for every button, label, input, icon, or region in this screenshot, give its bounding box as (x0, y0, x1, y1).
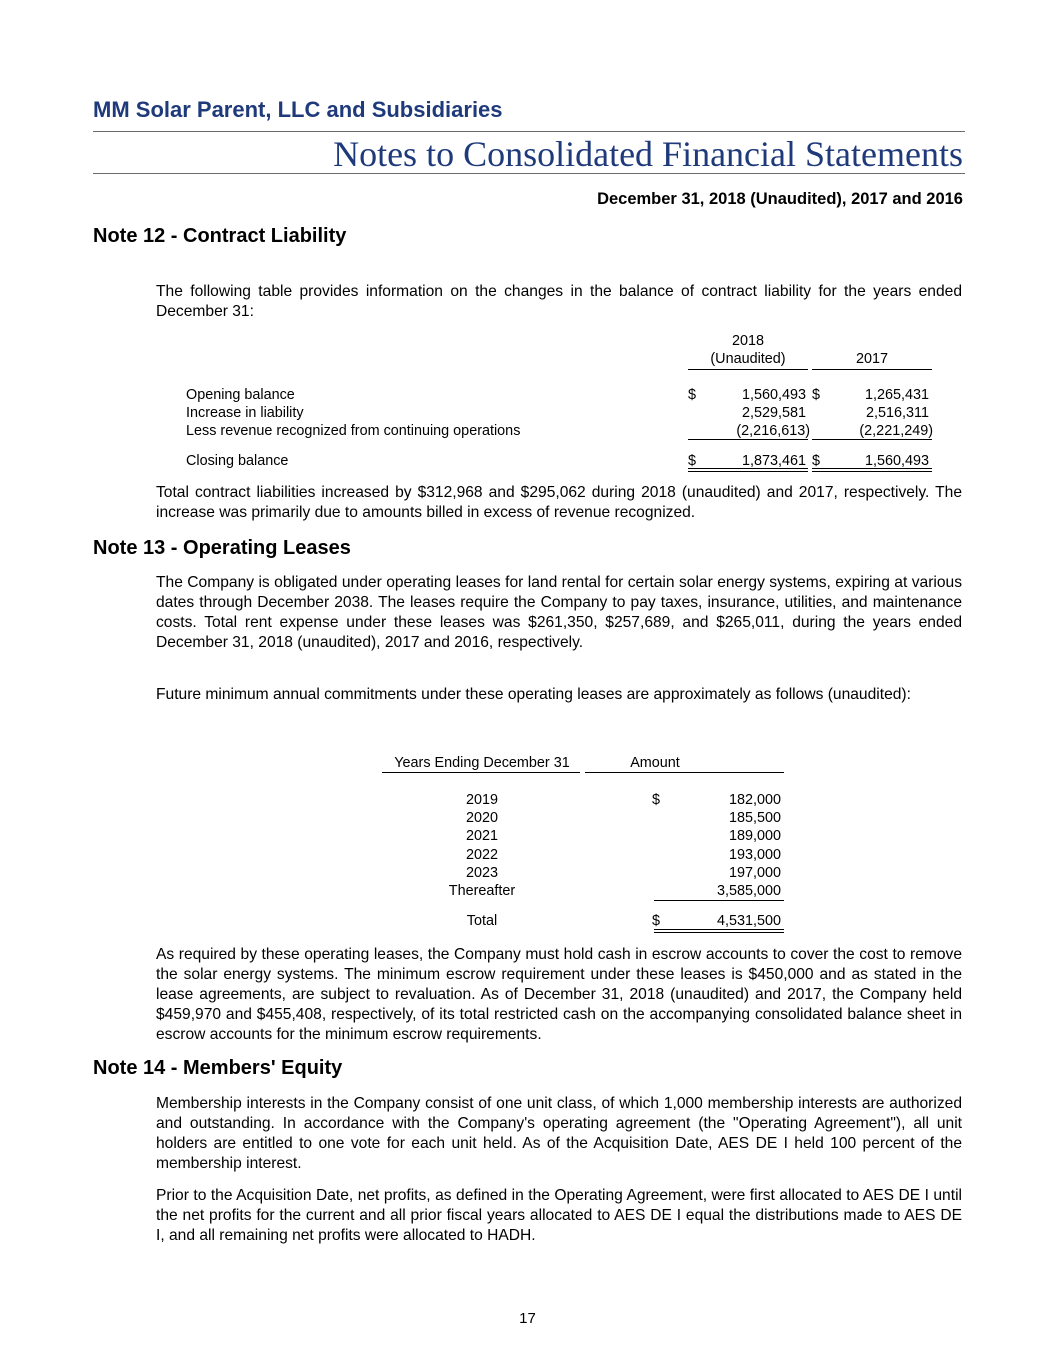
header-rule-top (93, 131, 965, 132)
row-year: 2022 (465, 847, 498, 863)
column-header-2018 (688, 332, 808, 368)
column-header-2018-year: 2018 (731, 333, 764, 349)
row-year: 2019 (465, 792, 498, 808)
total-double-underline (654, 929, 784, 933)
row-amount: 3,585,000 (716, 883, 781, 899)
value-2018: 1,873,461 (741, 453, 806, 469)
value-2018: 1,560,493 (741, 387, 806, 403)
row-year: 2020 (465, 810, 498, 826)
note-13-heading: Note 13 - Operating Leases (93, 537, 351, 559)
currency-symbol: $ (812, 387, 821, 403)
column-header-2017-underline (812, 369, 932, 370)
row-amount: 193,000 (728, 847, 781, 863)
row-year: 2021 (465, 828, 498, 844)
header-rule-bottom (93, 173, 965, 174)
row-year: Thereafter (448, 883, 516, 899)
company-name: MM Solar Parent, LLC and Subsidiaries (93, 97, 503, 122)
total-double-underline-2018 (688, 468, 808, 472)
row-amount: 182,000 (728, 792, 781, 808)
row-label: Opening balance (186, 387, 295, 403)
column-header-amount: Amount (630, 755, 680, 771)
row-label: Closing balance (186, 453, 289, 469)
total-double-underline-2017 (812, 468, 932, 472)
note-12-heading: Note 12 - Contract Liability (93, 225, 347, 247)
column-header-amount-underline (585, 772, 784, 773)
row-year: 2023 (465, 865, 498, 881)
total-label: Total (466, 913, 498, 929)
note-14-paragraph-1: Membership interests in the Company consist of one unit class, of which 1,000 membership interests are authorized and outstanding. In accordance with the Company's operating agreement (the "Operating Agreement"), all unit holders are entitled to one vote for each unit held. As of the Acquisition Date, AES DE I held 100 percent of the membership interest. (156, 1095, 962, 1172)
page-number: 17 (519, 1310, 536, 1327)
value-2017: 1,265,431 (864, 387, 929, 403)
row-label: Less revenue recognized from continuing operations (186, 423, 521, 439)
note-14-paragraph-2: Prior to the Acquisition Date, net profits, as defined in the Operating Agreement, were first allocated to AES DE I until the net profits for the current and all prior fiscal years allocated to AES DE I equal the distributions made to AES DE I, and all remaining net profits were allocated to HADH. (156, 1187, 962, 1244)
column-header-2018-underline (688, 369, 808, 370)
subtotal-underline-2018 (688, 439, 808, 440)
note-13-paragraph-1: The Company is obligated under operating leases for land rental for certain solar energy systems, expiring at various dates through December 2038. The leases require the Company to pay taxes, insurance, utilities, and maintenance costs. Total rent expense under these leases was $261,350, $257,689, and $265,011, during the years ended December 31, 2018 (unaudited), 2017 and 2016, respectively. (156, 574, 962, 651)
subtotal-underline (654, 900, 784, 901)
column-header-years: Years Ending December 31 (394, 755, 570, 771)
value-2017: (2,221,249) (859, 423, 933, 439)
column-header-years-underline (382, 772, 580, 773)
note-13-paragraph-2: Future minimum annual commitments under these operating leases are approximately as follows (unaudited): (156, 686, 911, 703)
note-12-summary: Total contract liabilities increased by $312,968 and $295,062 during 2018 (unaudited) and 2017, respectively. The increase was primarily due to amounts billed in excess of revenue recognized. (156, 484, 962, 521)
currency-symbol: $ (812, 453, 821, 469)
currency-symbol: $ (688, 453, 697, 469)
table-row-increase-in-liability (186, 404, 936, 422)
table-row-opening-balance (186, 386, 936, 404)
row-amount: 197,000 (728, 865, 781, 881)
currency-symbol: $ (688, 387, 697, 403)
value-2018: 2,529,581 (741, 405, 806, 421)
column-header-2018-unaudited: (Unaudited) (710, 351, 786, 367)
note-12-intro: The following table provides information on the changes in the balance of contract liability for the years ended December 31: (156, 283, 962, 320)
currency-symbol: $ (652, 913, 661, 929)
note-14-heading: Note 14 - Members' Equity (93, 1057, 343, 1079)
row-label: Increase in liability (186, 405, 304, 421)
value-2017: 1,560,493 (864, 453, 929, 469)
table-row-less-revenue (186, 422, 936, 440)
currency-symbol: $ (652, 792, 661, 808)
row-amount: 189,000 (728, 828, 781, 844)
period-date-line: December 31, 2018 (Unaudited), 2017 and 2016 (597, 190, 963, 208)
note-13-paragraph-3: As required by these operating leases, the Company must hold cash in escrow accounts to cover the cost to remove the solar energy systems. The minimum escrow requirement under these leases is $450,000 and as stated in the lease agreements, are subject to revaluation. As of December 31, 2018 (unaudited) and 2017, the Company held $459,970 and $455,408, respectively, of its total restricted cash on the accompanying consolidated balance sheet in escrow accounts for the minimum escrow requirements. (156, 946, 962, 1043)
subtotal-underline-2017 (812, 439, 932, 440)
document-title: Notes to Consolidated Financial Statements (333, 134, 963, 174)
row-amount: 185,500 (728, 810, 781, 826)
value-2017: 2,516,311 (866, 405, 929, 421)
value-2018: (2,216,613) (736, 423, 810, 439)
total-amount: 4,531,500 (716, 913, 781, 929)
column-header-2017: 2017 (855, 351, 888, 367)
